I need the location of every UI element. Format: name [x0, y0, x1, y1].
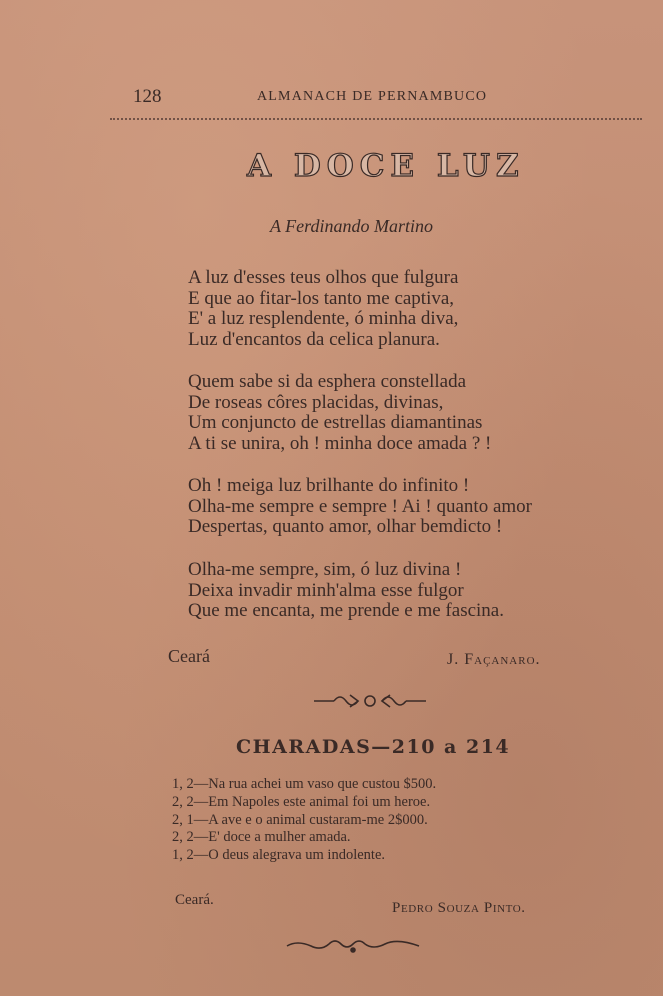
poem-line: Oh ! meiga luz brilhante do infinito ! [188, 475, 470, 496]
charadas-list [172, 776, 436, 865]
ornament-divider-icon [310, 690, 430, 712]
poem-line: Olha-me sempre e sempre ! Ai ! quanto amor [188, 495, 532, 517]
page-number: 128 [133, 86, 162, 107]
poem-line: Luz d'encantos da celica planura. [188, 328, 440, 350]
poem-line: Que me encanta, me prende e me fascina. [188, 600, 504, 621]
charadas-author: Pedro Souza Pinto. [392, 900, 526, 916]
charada-item: 1, 2—O deus alegrava um indolente. [172, 847, 386, 864]
poem-stanza-1 [188, 268, 458, 350]
poem-line: A ti se unira, oh ! minha doce amada ? ! [188, 432, 492, 454]
poem-line: Quem sabe si da esphera constellada [188, 371, 467, 392]
poem-line: Olha-me sempre, sim, ó luz divina ! [188, 559, 462, 580]
poem-place: Ceará [168, 646, 210, 666]
poem-line: De roseas côres placidas, divinas, [188, 391, 444, 413]
tailpiece-ornament-icon [283, 936, 423, 956]
charadas-title: CHARADAS—210 a 214 [236, 736, 511, 758]
charadas-place: Ceará. [175, 892, 214, 908]
poem-stanza-2 [188, 372, 491, 454]
charada-item: 2, 2—E' doce a mulher amada. [172, 829, 351, 846]
poem-stanza-3 [188, 476, 532, 538]
charada-item: 2, 1—A ave e o animal custaram-me 2$000. [172, 811, 428, 828]
poem-author: J. Façanaro. [447, 651, 541, 668]
poem-line: E que ao fitar-los tanto me captiva, [188, 287, 455, 309]
poem-line: E' a luz resplendente, ó minha diva, [188, 308, 459, 329]
poem-dedication: A Ferdinando Martino [270, 216, 433, 236]
poem-line: Um conjuncto de estrellas diamantinas [188, 412, 483, 433]
poem-line: A luz d'esses teus olhos que fulgura [188, 267, 459, 288]
poem-line: Despertas, quanto amor, olhar bemdicto ! [188, 516, 503, 537]
poem-line: Deixa invadir minh'alma esse fulgor [188, 579, 464, 601]
charada-item: 1, 2—Na rua achei um vaso que custou $500. [172, 776, 437, 792]
running-title: ALMANACH DE PERNAMBUCO [257, 89, 488, 104]
header-rule [110, 118, 642, 120]
poem-stanza-4 [188, 560, 504, 622]
poem-title: A DOCE LUZ [247, 148, 525, 184]
charada-item: 2, 2—Em Napoles este animal foi um heroe. [172, 793, 431, 810]
